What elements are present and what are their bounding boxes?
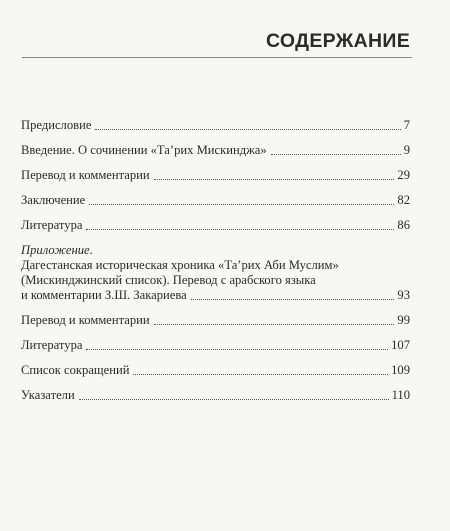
dot-leader (95, 129, 400, 130)
toc-entry-abbreviations[interactable] (21, 363, 410, 378)
toc-entry-page: 110 (391, 388, 410, 402)
dot-leader (89, 204, 394, 205)
toc-entry-label: Перевод и комментарии (21, 168, 150, 182)
title-divider (22, 57, 412, 58)
appendix-last-line (21, 288, 410, 303)
toc-entry-preface[interactable] (21, 118, 410, 133)
appendix-heading-text: Приложение (21, 243, 90, 257)
toc-entry-label: Список сокращений (21, 363, 130, 377)
toc-entry-page: 99 (397, 313, 410, 327)
toc-entry-label: Указатели (21, 388, 75, 402)
dot-leader (154, 179, 395, 180)
appendix-heading (21, 243, 410, 258)
toc-entry-appendix-translation[interactable] (21, 313, 410, 328)
toc-entry-indexes[interactable] (21, 388, 410, 403)
toc-entry-page: 29 (397, 168, 410, 182)
page-title: СОДЕРЖАНИЕ (266, 30, 410, 52)
toc-entry-label: Литература (21, 338, 83, 352)
toc-entry-label: Заключение (21, 193, 86, 207)
toc-entry-page: 82 (397, 193, 410, 207)
appendix-text-line: (Мискинджинский список). Перевод с арабского языка (21, 273, 316, 287)
dot-leader (86, 349, 388, 350)
appendix-last-line-label: и комментарии З.Ш. Закариева (21, 288, 187, 302)
dot-leader (86, 229, 394, 230)
toc-entry-literature[interactable] (21, 218, 410, 233)
toc-entry-label: Предисловие (21, 118, 92, 132)
toc-entry-page: 7 (403, 118, 410, 132)
toc-entry-appendix-literature[interactable] (21, 338, 410, 353)
toc-entry-label: Литература (21, 218, 83, 232)
toc-entry-page: 9 (403, 143, 410, 157)
appendix-heading-suffix: . (89, 243, 93, 257)
toc-entry-label: Перевод и комментарии (21, 313, 150, 327)
toc-entry-introduction[interactable] (21, 143, 410, 158)
toc-entry-page: 107 (391, 338, 410, 352)
toc-entry-appendix[interactable] (21, 243, 410, 303)
toc-entry-label: Введение. О сочинении «Та’рих Мискинджа» (21, 143, 267, 157)
toc-entry-page: 109 (391, 363, 410, 377)
toc-entry-page: 86 (397, 218, 410, 232)
toc-entry-conclusion[interactable] (21, 193, 410, 208)
appendix-text-line: Дагестанская историческая хроника «Та’рих Аби Муслим» (21, 258, 339, 272)
table-of-contents (21, 118, 410, 413)
toc-entry-page: 93 (397, 288, 410, 302)
dot-leader (191, 299, 395, 300)
dot-leader (271, 154, 401, 155)
dot-leader (154, 324, 395, 325)
dot-leader (133, 374, 388, 375)
toc-entry-translation[interactable] (21, 168, 410, 183)
dot-leader (79, 399, 389, 400)
